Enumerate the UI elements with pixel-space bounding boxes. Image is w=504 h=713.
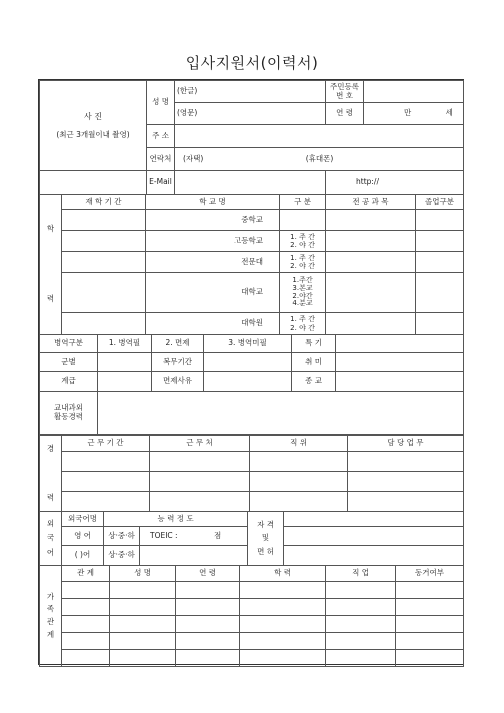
career-header-position: 직 위 [250,436,348,452]
family-cell[interactable] [62,633,110,650]
career-company-field[interactable] [150,472,250,492]
career-header-duties: 담 당 업 무 [348,436,464,452]
photo-box[interactable] [40,81,147,171]
special-skill-label: 특 기 [292,335,336,353]
education-table [39,194,464,335]
edu-school-high: 고등학교 [146,231,280,252]
family-cell[interactable] [326,616,396,633]
career-position-field[interactable] [250,492,348,512]
family-cell[interactable] [240,599,326,616]
family-cell[interactable] [110,582,176,599]
education-section-label: 학 력 [40,195,62,335]
career-period-field[interactable] [62,452,150,472]
language-other[interactable]: ( )어 [62,546,104,566]
career-company-field[interactable] [150,492,250,512]
family-cell[interactable] [240,582,326,599]
career-table [39,435,464,512]
edu-major-field[interactable] [326,252,416,273]
edu-header-period: 재 학 기 간 [62,195,146,210]
branch-field[interactable] [98,353,152,372]
other-score-field[interactable] [140,546,248,566]
address-label: 주 소 [147,125,175,148]
family-header-cohabit: 동거여부 [396,566,464,582]
family-cell[interactable] [176,599,240,616]
family-cell[interactable] [176,582,240,599]
certificate-field[interactable] [284,546,464,566]
military-option-notdone[interactable]: 3. 병역미필 [204,335,292,353]
rrn-field[interactable] [364,81,464,103]
career-duties-field[interactable] [348,472,464,492]
hobby-field[interactable] [336,353,464,372]
family-cell[interactable] [240,616,326,633]
career-position-field[interactable] [250,472,348,492]
family-cell[interactable] [110,650,176,667]
age-label: 연 령 [326,103,364,125]
family-header-job: 직 업 [326,566,396,582]
edu-type-high[interactable]: 1. 주 간 2. 야 간 [280,231,326,252]
address-field[interactable] [175,125,464,148]
family-cell[interactable] [62,599,110,616]
career-section-label: 경 력 [40,436,62,512]
edu-header-type: 구 분 [280,195,326,210]
home-phone-hint: (자택) [183,153,204,163]
family-cell[interactable] [62,616,110,633]
branch-label: 군별 [40,353,98,372]
toeic-field[interactable] [140,527,248,546]
edu-graduation-field[interactable] [416,313,464,335]
certificate-label: 자 격 및 면 허 [248,512,284,566]
military-option-done[interactable]: 1. 병역필 [98,335,152,353]
edu-graduation-field[interactable] [416,252,464,273]
family-table [39,565,464,667]
email-field[interactable] [175,171,326,195]
family-cell[interactable] [396,582,464,599]
edu-school-college: 전문대 [146,252,280,273]
edu-major-field[interactable] [326,231,416,252]
english-level-options[interactable]: 상·중·하 [104,527,140,546]
mobile-phone-hint: (휴대폰) [305,153,334,163]
family-cell[interactable] [326,599,396,616]
toeic-unit: 점 [213,530,222,540]
activities-field[interactable] [98,392,464,435]
personal-info-table [39,80,464,195]
family-cell[interactable] [110,599,176,616]
name-english-field[interactable] [175,103,326,125]
rank-label: 계급 [40,372,98,392]
edu-period-field[interactable] [62,231,146,252]
edu-graduation-field[interactable] [416,231,464,252]
family-header-relation: 관 계 [62,566,110,582]
edu-graduation-field[interactable] [416,210,464,231]
career-duties-field[interactable] [348,452,464,472]
family-cell[interactable] [176,650,240,667]
language-section-label: 외 국 어 [40,512,62,566]
family-cell[interactable] [396,616,464,633]
military-label: 병역구분 [40,335,98,353]
contact-label: 연락처 [147,148,175,171]
activities-table [39,391,464,435]
family-cell[interactable] [62,650,110,667]
rank-field[interactable] [98,372,152,392]
certificate-field[interactable] [284,527,464,546]
career-period-field[interactable] [62,472,150,492]
edu-graduation-field[interactable] [416,273,464,313]
military-option-exempt[interactable]: 2. 면제 [152,335,204,353]
edu-major-field[interactable] [326,210,416,231]
application-form [38,79,464,665]
photo-label: 사 진 [84,111,102,121]
family-cell[interactable] [176,633,240,650]
family-cell[interactable] [176,616,240,633]
contact-field[interactable] [175,148,464,171]
photo-note: (최근 3개월이내 촬영) [56,129,130,139]
career-header-period: 근 무 기 간 [62,436,150,452]
exemption-reason-label: 면제사유 [152,372,204,392]
edu-header-major: 전 공 과 목 [326,195,416,210]
career-duties-field[interactable] [348,492,464,512]
exemption-reason-field[interactable] [204,372,292,392]
other-level-options[interactable]: 상·중·하 [104,546,140,566]
family-cell[interactable] [396,633,464,650]
http-label: http:// [356,177,379,187]
military-table [39,334,464,392]
family-cell[interactable] [396,599,464,616]
family-cell[interactable] [110,616,176,633]
edu-period-field[interactable] [62,252,146,273]
religion-label: 종 교 [292,372,336,392]
family-cell[interactable] [240,650,326,667]
religion-field[interactable] [336,372,464,392]
name-english-hint: (영문) [177,108,198,118]
edu-school-middle: 중학교 [146,210,280,231]
name-korean-hint: (한글) [177,86,198,96]
rrn-label: 주민등록 번 호 [326,81,364,103]
edu-major-field[interactable] [326,313,416,335]
age-field[interactable] [364,103,464,125]
service-period-label: 복무기간 [152,353,204,372]
age-unit-se: 세 [445,108,453,118]
edu-type-graduate[interactable]: 1. 주 간 2. 야 간 [280,313,326,335]
language-english: 영 어 [62,527,104,546]
career-period-field[interactable] [62,492,150,512]
language-header-name: 외국어명 [62,512,104,527]
career-position-field[interactable] [250,452,348,472]
toeic-label: TOEIC : [150,530,178,540]
activities-label: 교내과외 활동경력 [40,392,98,435]
family-header-age: 연 령 [176,566,240,582]
language-table [39,511,464,566]
name-label: 성 명 [147,81,175,125]
career-company-field[interactable] [150,452,250,472]
family-header-name: 성 명 [110,566,176,582]
family-cell[interactable] [326,582,396,599]
special-skill-field[interactable] [336,335,464,353]
career-header-company: 근 무 처 [150,436,250,452]
edu-school-university: 대학교 [146,273,280,313]
certificate-field[interactable] [284,512,464,527]
name-korean-field[interactable] [175,81,326,103]
family-cell[interactable] [62,582,110,599]
language-header-level: 능 력 정 도 [104,512,248,527]
edu-header-graduation: 졸업구분 [416,195,464,210]
edu-period-field[interactable] [62,210,146,231]
edu-type-college[interactable]: 1. 주 간 2. 야 간 [280,252,326,273]
family-cell[interactable] [326,650,396,667]
homepage-field[interactable] [326,171,464,195]
photo-box-bottom [40,171,147,195]
email-label: E-Mail [147,171,175,195]
edu-school-graduate: 대학원 [146,313,280,335]
hobby-label: 취 미 [292,353,336,372]
family-cell[interactable] [326,633,396,650]
age-unit-man: 만 [404,108,412,118]
family-section-label: 가 족 관 계 [40,566,62,667]
family-cell[interactable] [240,633,326,650]
edu-type-university[interactable]: 1.주간 3.본교 2.야간 4.분교 [280,273,326,313]
edu-type-field[interactable] [280,210,326,231]
edu-header-school: 학 교 명 [146,195,280,210]
family-cell[interactable] [396,650,464,667]
service-period-field[interactable] [204,353,292,372]
edu-period-field[interactable] [62,273,146,313]
edu-major-field[interactable] [326,273,416,313]
edu-period-field[interactable] [62,313,146,335]
page-title: 입사지원서(이력서) [185,54,319,72]
family-cell[interactable] [110,633,176,650]
family-header-education: 학 력 [240,566,326,582]
